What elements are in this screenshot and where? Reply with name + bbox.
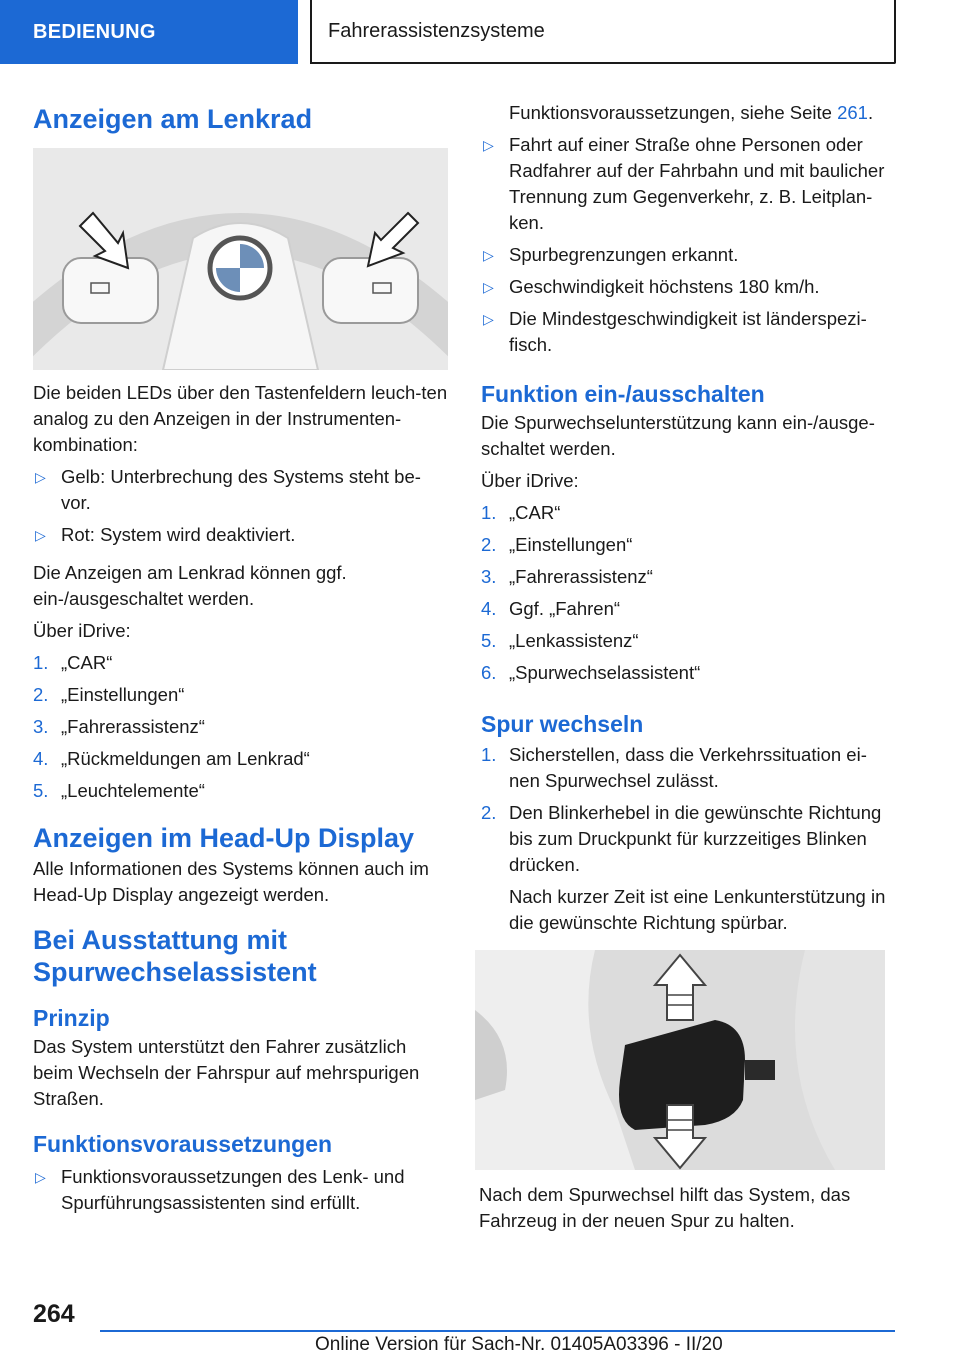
idrive-steps-1 (33, 650, 448, 804)
paragraph-idrive-2: Über iDrive: (481, 470, 579, 491)
turn-signal-lever-illustration (475, 950, 885, 1170)
chapter-title-text: Fahrerassistenzsysteme (328, 19, 545, 42)
heading-spur: Spur wechseln (481, 711, 644, 737)
paragraph-hud: Alle Informationen des Systems können auch im Head-Up Display angezeigt werden. (33, 858, 429, 905)
step-note: Nach kurzer Zeit ist eine Lenkunterstützung in die gewünschte Richtung spürbar. (509, 886, 886, 933)
footer-version: Online Version für Sach-Nr. 01405A03396 - II/20 (315, 1334, 723, 1355)
list-item: 2. „Einstellungen“ (481, 534, 633, 555)
list-item: 1. „CAR“ (33, 652, 113, 673)
paragraph-funktion: Die Spurwechselunterstützung kann ein-/ausge-schaltet werden. (481, 412, 875, 459)
list-item: ▷ Funktionsvoraussetzungen des Lenk- und Spurführungsassistenten sind erfüllt. (35, 1166, 405, 1213)
paragraph-idrive: Über iDrive: (33, 620, 131, 641)
list-item: 6. „Spurwechselassistent“ (481, 662, 701, 683)
lane-change-steps (481, 742, 896, 936)
paragraph-final: Nach dem Spurwechsel hilft das System, das Fahrzeug in der neuen Spur zu halten. (479, 1184, 851, 1231)
heading-voraussetzungen: Funktionsvoraussetzungen (33, 1131, 333, 1157)
paragraph-toggle: Die Anzeigen am Lenkrad können ggf. ein-/ausgeschaltet werden. (33, 562, 347, 609)
page-link[interactable]: 261 (837, 102, 868, 123)
heading-lenkrad: Anzeigen am Lenkrad (33, 104, 313, 134)
list-item: ▷ Rot: System wird deaktiviert. (33, 522, 448, 548)
list-item: ▷ Gelb: Unterbrechung des Systems steht be-vor. (35, 466, 421, 513)
triangle-right-icon: ▷ (483, 137, 494, 153)
heading-prinzip: Prinzip (33, 1005, 110, 1031)
list-item: 1. Sicherstellen, dass die Verkehrssituation ei-nen Spurwechsel zulässt. (481, 744, 867, 791)
list-item: 3. „Fahrerassistenz“ (481, 566, 653, 587)
led-bullets (33, 464, 448, 548)
paragraph-prinzip: Das System unterstützt den Fahrer zusätzlich beim Wechseln der Fahrspur auf mehrspurigen Straßen. (33, 1036, 420, 1109)
list-item: 2. Den Blinkerhebel in die gewünschte Richtung bis zum Druckpunkt für kurzzeitiges Blinken drücken. Nach kurzer Zeit ist eine Lenkunterstützung in die gewünschte Richtung spürbar. (481, 800, 896, 936)
conditions-bullets (481, 132, 896, 358)
triangle-right-icon: ▷ (35, 469, 46, 485)
heading-ausstattung: Bei Ausstattung mit Spurwechselassistent (33, 925, 317, 987)
triangle-right-icon: ▷ (483, 279, 494, 295)
chapter-title (310, 0, 896, 64)
list-item: ▷ Die Mindestgeschwindigkeit ist länderspezi-fisch. (483, 308, 867, 355)
triangle-right-icon: ▷ (483, 311, 494, 327)
triangle-right-icon: ▷ (35, 527, 46, 543)
left-column (33, 90, 448, 1216)
page-number: 264 (33, 1300, 75, 1328)
list-item: 4. „Rückmeldungen am Lenkrad“ (33, 748, 310, 769)
triangle-right-icon: ▷ (483, 247, 494, 263)
list-item: ▷ Spurbegrenzungen erkannt. (481, 242, 896, 268)
list-item: 5. „Lenkassistenz“ (481, 630, 639, 651)
list-item: 5. „Leuchtelemente“ (33, 780, 205, 801)
paragraph-led: Die beiden LEDs über den Tastenfeldern leuch-ten analog zu den Anzeigen in der Instrumenten-kombination: (33, 382, 448, 455)
list-item: 4. Ggf. „Fahren“ (481, 598, 621, 619)
idrive-steps-2 (481, 500, 896, 686)
heading-funktion: Funktion ein-/ausschalten (481, 381, 765, 407)
voraus-bullets (33, 1164, 448, 1216)
heading-hud: Anzeigen im Head-Up Display (33, 823, 415, 853)
right-column (481, 100, 896, 1234)
section-label: BEDIENUNG (33, 20, 156, 43)
list-item: ▷ Fahrt auf einer Straße ohne Personen oder Radfahrer auf der Fahrbahn und mit baulicher Trennung zum Gegenverkehr, z. B. Leitplan-ken. (483, 134, 885, 233)
footer-divider (100, 1330, 895, 1332)
list-item: 3. „Fahrerassistenz“ (33, 716, 205, 737)
triangle-right-icon: ▷ (35, 1169, 46, 1185)
steering-wheel-figure (33, 148, 448, 370)
list-item: ▷ Geschwindigkeit höchstens 180 km/h. (481, 274, 896, 300)
lever-figure (475, 950, 885, 1170)
section-tab (0, 0, 298, 64)
steering-wheel-illustration (33, 148, 448, 370)
list-item: 2. „Einstellungen“ (33, 684, 185, 705)
paragraph-continued: Funktionsvoraussetzungen, siehe Seite 261. (509, 102, 874, 123)
list-item: 1. „CAR“ (481, 502, 561, 523)
